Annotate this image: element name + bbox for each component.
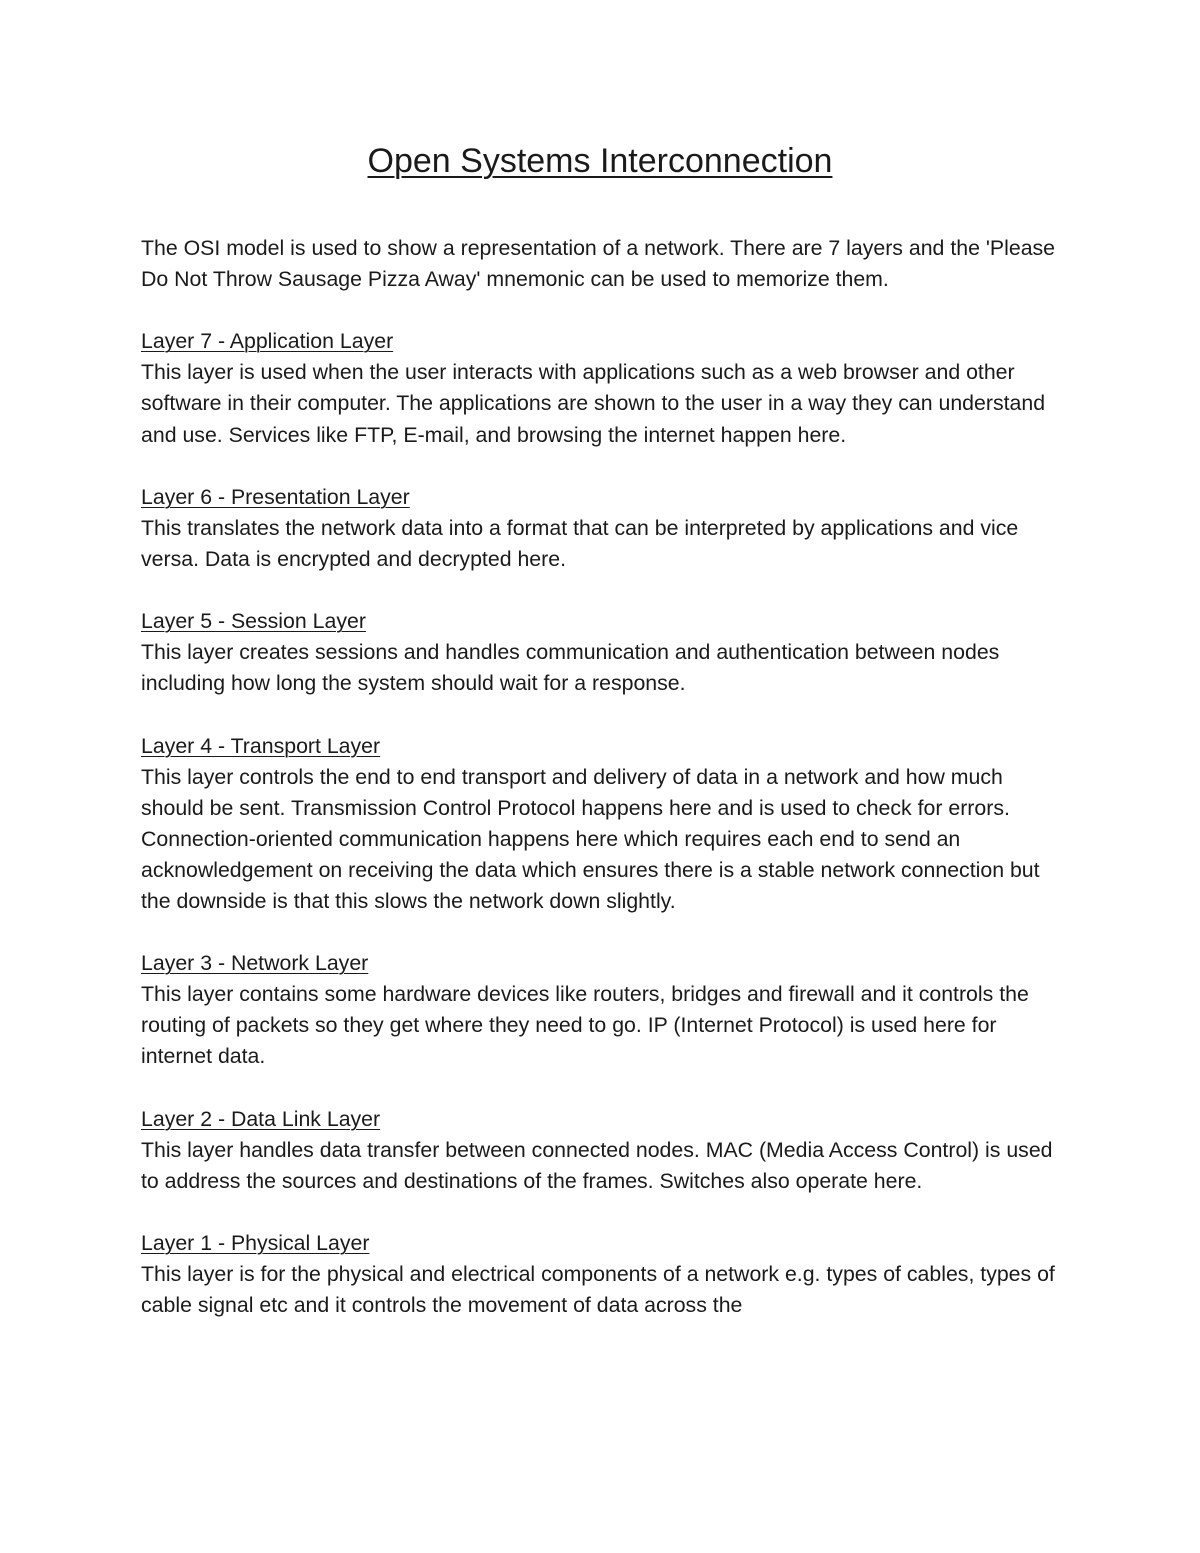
section-heading: Layer 5 - Session Layer [141,609,366,634]
section-heading: Layer 2 - Data Link Layer [141,1106,381,1131]
section-heading: Layer 1 - Physical Layer [141,1231,370,1255]
section-heading: Layer 7 - Application Layer [141,329,394,354]
section-paragraph: This layer creates sessions and handles communication and authentication between nodes including how long the system should wait for a response. [141,640,1000,696]
section-layer-5 [141,606,1071,699]
section-layer-7 [141,326,1071,450]
intro-paragraph: The OSI model is used to show a representation of a network. There are 7 layers and the 'Please Do Not Throw Sausage Pizza Away' mnemonic can be used to memorize them. [141,236,1056,292]
section-layer-3 [141,948,1071,1072]
document-body [141,233,1071,1321]
section-layer-2 [141,1104,1071,1197]
section-heading: Layer 4 - Transport Layer [141,733,381,758]
section-paragraph: This layer controls the end to end transport and delivery of data in a network and how much should be sent. Transmission Control Protocol happens here and is used to check for errors. Connection-oriented communication happens here which requires each end to send an acknowledgement on receiving the data which ensures there is a stable network connection but the downside is that this slows the network down slightly. [141,764,1040,913]
section-paragraph: This layer is used when the user interacts with applications such as a web browser and other software in their computer. The applications are shown to the user in a way they can understand and use. Services like FTP, E-mail, and browsing the internet happen here. [141,360,1046,447]
page-title [0,141,1200,181]
section-paragraph: This layer is for the physical and electrical components of a network e.g. types of cables, types of cable signal etc and it controls the movement of data across the [141,1262,1055,1318]
section-heading: Layer 6 - Presentation Layer [141,484,410,509]
section-layer-6 [141,482,1071,575]
section-heading: Layer 3 - Network Layer [141,951,369,976]
section-paragraph: This layer contains some hardware devices like routers, bridges and firewall and it controls the routing of packets so they get where they need to go. IP (Internet Protocol) is used here for internet data. [141,982,1029,1069]
section-layer-4 [141,731,1071,918]
section-layer-1 [141,1228,1071,1321]
section-paragraph: This translates the network data into a format that can be interpreted by applications and vice versa. Data is encrypted and decrypted here. [141,515,1019,571]
page-title-text: Open Systems Interconnection [367,142,833,180]
section-paragraph: This layer handles data transfer between connected nodes. MAC (Media Access Control) is used to address the sources and destinations of the frames. Switches also operate here. [141,1137,1053,1193]
